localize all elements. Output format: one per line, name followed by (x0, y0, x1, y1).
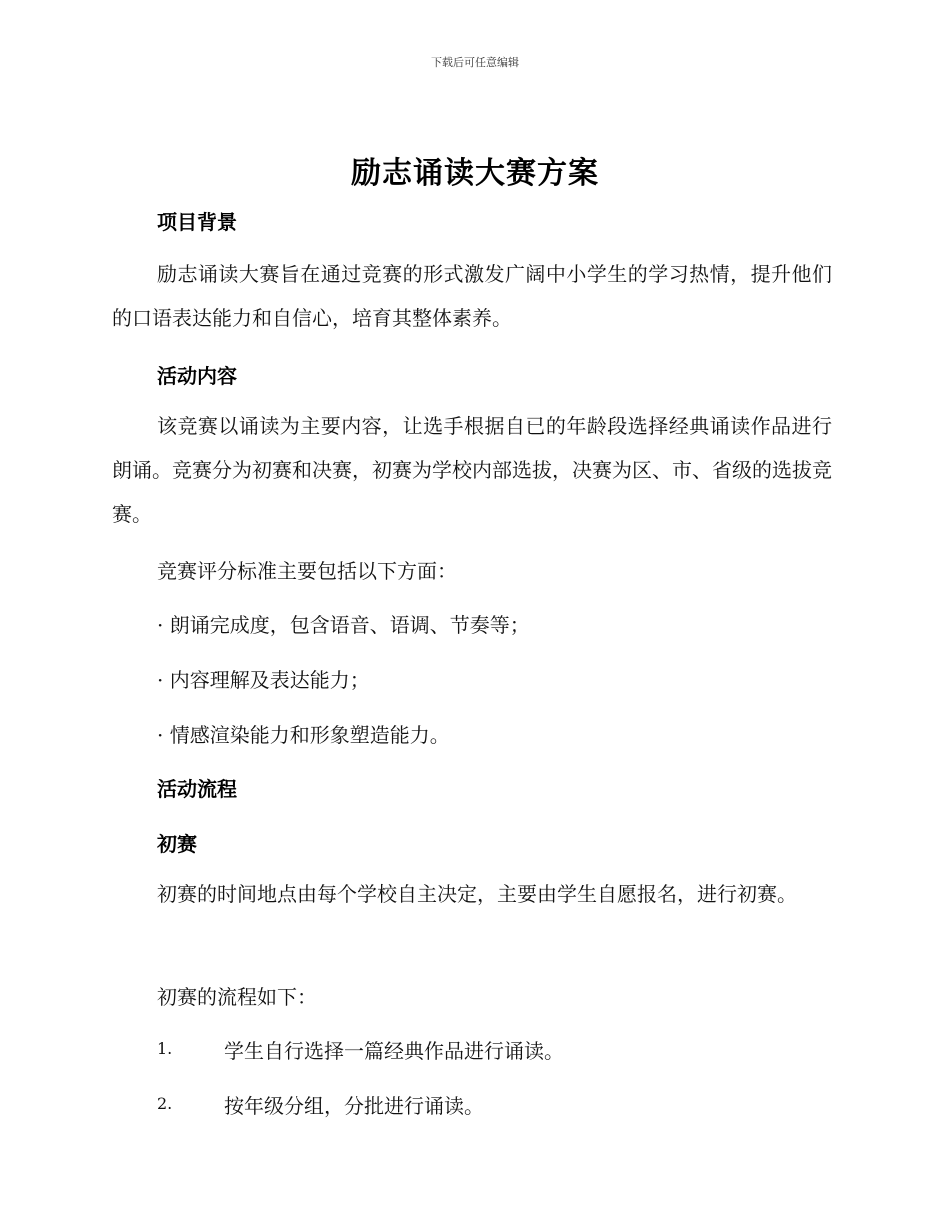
step-text: 学生自行选择一篇经典作品进行诵读。 (224, 1039, 564, 1063)
heading-preliminary: 初赛 (157, 832, 197, 856)
step-text: 按年级分组，分批进行诵读。 (224, 1094, 484, 1118)
criteria-item: · 内容理解及表达能力； (157, 668, 370, 692)
step-number: 1. (157, 1039, 173, 1058)
preliminary-steps-intro: 初赛的流程如下： (157, 985, 317, 1009)
header-note: 下载后可任意编辑 (431, 56, 519, 69)
criteria-item: · 朗诵完成度，包含语音、语调、节奏等； (157, 613, 530, 637)
paragraph-activity-content: 该竞赛以诵读为主要内容，让选手根据自已的年龄段选择经典诵读作品进行朗诵。竞赛分为初赛和决赛，初赛为学校内部选拔，决赛为区、市、省级的选拔竞赛。 (112, 414, 832, 526)
heading-project-background: 项目背景 (157, 210, 237, 234)
criteria-intro: 竞赛评分标准主要包括以下方面： (157, 559, 457, 583)
heading-activity-process: 活动流程 (157, 777, 237, 801)
heading-activity-content: 活动内容 (157, 364, 237, 388)
paragraph-preliminary: 初赛的时间地点由每个学校自主决定，主要由学生自愿报名，进行初赛。 (157, 882, 797, 906)
criteria-item: · 情感渲染能力和形象塑造能力。 (157, 723, 450, 747)
paragraph-project-background: 励志诵读大赛旨在通过竞赛的形式激发广阔中小学生的学习热情，提升他们的口语表达能力和自信心，培育其整体素养。 (112, 262, 832, 330)
step-number: 2. (157, 1094, 173, 1113)
document-title: 励志诵读大赛方案 (351, 156, 599, 191)
